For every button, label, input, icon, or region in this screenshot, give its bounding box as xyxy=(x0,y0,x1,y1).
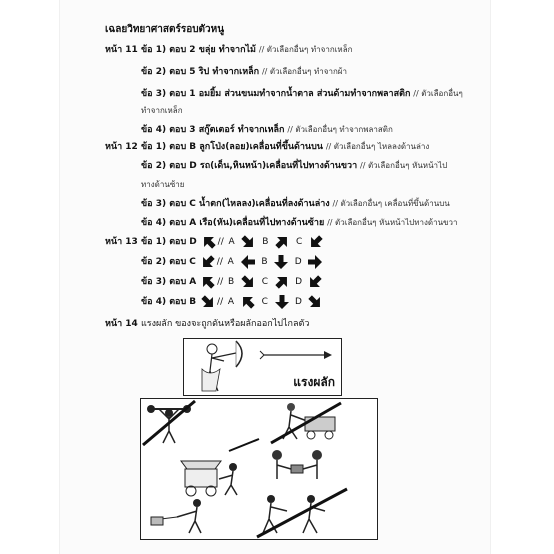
arrow-right-icon xyxy=(308,255,322,269)
page-label: หน้า 11 xyxy=(105,45,138,55)
arrow-down-right-icon xyxy=(305,292,325,312)
answer: แรงผลัก ของจะถูกดันหรือผลักออกไปไกลตัว xyxy=(141,319,310,329)
kids-pushing-icon xyxy=(257,489,347,537)
answer: ข้อ 4) ตอบ B xyxy=(141,297,197,307)
option-letter: D xyxy=(294,257,302,267)
answer: ข้อ 1) ตอบ B ลูกโป่ง(ลอย)เคลื่อนที่ขึ้นด้านบน xyxy=(141,142,323,152)
note: // ตัวเลือกอื่นๆ ทำจากเหล็ก xyxy=(258,45,353,54)
p12-q3 xyxy=(141,198,450,210)
push-pull-drawing xyxy=(141,399,377,539)
option-letter: D xyxy=(295,297,302,307)
arrow-down-left-icon xyxy=(306,232,326,252)
note: // ตัวเลือกอื่นๆ หันหน้าไป xyxy=(360,161,448,170)
arrow-down-icon xyxy=(274,255,288,269)
arrow-down-right-icon xyxy=(198,292,218,312)
note: // ตัวเลือกอื่นๆ เคลื่อนที่ขึ้นด้านบน xyxy=(332,199,450,208)
option-letter: C xyxy=(261,297,268,307)
p14-text xyxy=(105,318,309,330)
arrow-left-icon xyxy=(241,255,255,269)
separator: // xyxy=(217,277,224,287)
arrow-up-left-icon xyxy=(199,232,219,252)
answer: ข้อ 4) ตอบ A เรือ(หัน)เคลื่อนที่ไปทางด้านซ้าย xyxy=(141,218,325,228)
arrow-down-left-icon xyxy=(198,252,218,272)
option-letter: B xyxy=(262,237,269,247)
answer: ข้อ 2) ตอบ C xyxy=(141,257,196,267)
page-label: หน้า 13 xyxy=(105,237,138,247)
separator: // xyxy=(217,297,224,307)
option-letter: A xyxy=(227,297,235,307)
separator: // xyxy=(217,237,224,247)
p13-q3-row xyxy=(141,274,324,290)
option-letter: C xyxy=(261,277,268,287)
answer: ข้อ 1) ตอบ D xyxy=(141,237,197,247)
arrow-up-right-icon xyxy=(272,232,292,252)
arrow-down-right-icon xyxy=(239,232,259,252)
option-letter: B xyxy=(261,257,268,267)
arrow-up-left-icon xyxy=(198,272,218,292)
answer: ข้อ 3) ตอบ A xyxy=(141,277,197,287)
vendor-cart-icon xyxy=(181,439,259,496)
push-pull-illustration-grid xyxy=(140,398,378,540)
p12-q2-cont: ทางด้านซ้าย xyxy=(141,180,185,189)
archer-illustration xyxy=(183,338,342,396)
option-letter: A xyxy=(227,257,234,267)
answer: ข้อ 1) ตอบ 2 ขลุ่ย ทำจากไม้ xyxy=(141,45,256,55)
separator: // xyxy=(216,257,223,267)
option-letter: B xyxy=(228,277,235,287)
note: // ตัวเลือกอื่นๆ xyxy=(413,89,463,98)
arrow-down-icon xyxy=(275,295,289,309)
answer: ข้อ 4) ตอบ 3 สกู๊ตเตอร์ ทำจากเหล็ก xyxy=(141,125,285,135)
image-label: แรงผลัก xyxy=(293,375,335,389)
arrow-down-left-icon xyxy=(306,272,326,292)
arrow-up-right-icon xyxy=(272,272,292,292)
p11-q3 xyxy=(141,88,463,100)
p11-q1 xyxy=(105,44,352,56)
p13-q1-row xyxy=(141,234,325,250)
option-letter: D xyxy=(295,277,303,287)
note: // ตัวเลือกอื่นๆ ทำจากพลาสติก xyxy=(287,125,393,134)
p13-q4-row xyxy=(141,294,324,310)
note: // ตัวเลือกอื่นๆ ทำจากผ้า xyxy=(261,67,347,76)
page-label: หน้า 12 xyxy=(105,142,138,152)
page-title: เฉลยวิทยาศาสตร์รอบตัวหนู xyxy=(105,24,225,35)
p12-q4 xyxy=(141,217,458,229)
arrow-up-left-icon xyxy=(238,292,258,312)
child-pulling-icon xyxy=(151,499,201,533)
handing-icon xyxy=(272,450,322,479)
note: // ตัวเลือกอื่นๆ หันหน้าไปทางด้านขวา xyxy=(327,218,458,227)
option-letter: A xyxy=(228,237,235,247)
p11-q2 xyxy=(141,66,347,78)
p11-q4 xyxy=(141,124,393,136)
cart-icon xyxy=(271,403,341,443)
arrow-down-right-icon xyxy=(238,272,258,292)
p12-q2 xyxy=(141,160,447,172)
weightlifter-icon xyxy=(143,401,195,445)
p11-q3-cont: ทำจากเหล็ก xyxy=(141,106,183,115)
answer: ข้อ 3) ตอบ 1 อมยิ้ม ส่วนขนมทำจากน้ำตาล ส่วนด้ามทำจากพลาสติก xyxy=(141,89,411,99)
page-label: หน้า 14 xyxy=(105,319,138,329)
p12-q1 xyxy=(105,141,429,153)
answer: ข้อ 3) ตอบ C น้ำตก(ไหลลง)เคลื่อนที่ลงด้านล่าง xyxy=(141,199,330,209)
answer: ข้อ 2) ตอบ 5 ริป ทำจากเหล็ก xyxy=(141,67,260,77)
option-letter: C xyxy=(295,237,303,247)
answer: ข้อ 2) ตอบ D รถ(เด็น,หินหน้า)เคลื่อนที่ไปทางด้านขวา xyxy=(141,161,358,171)
note: // ตัวเลือกอื่นๆ ไหลลงด้านล่าง xyxy=(325,142,430,151)
p13-q2-row xyxy=(141,254,324,270)
